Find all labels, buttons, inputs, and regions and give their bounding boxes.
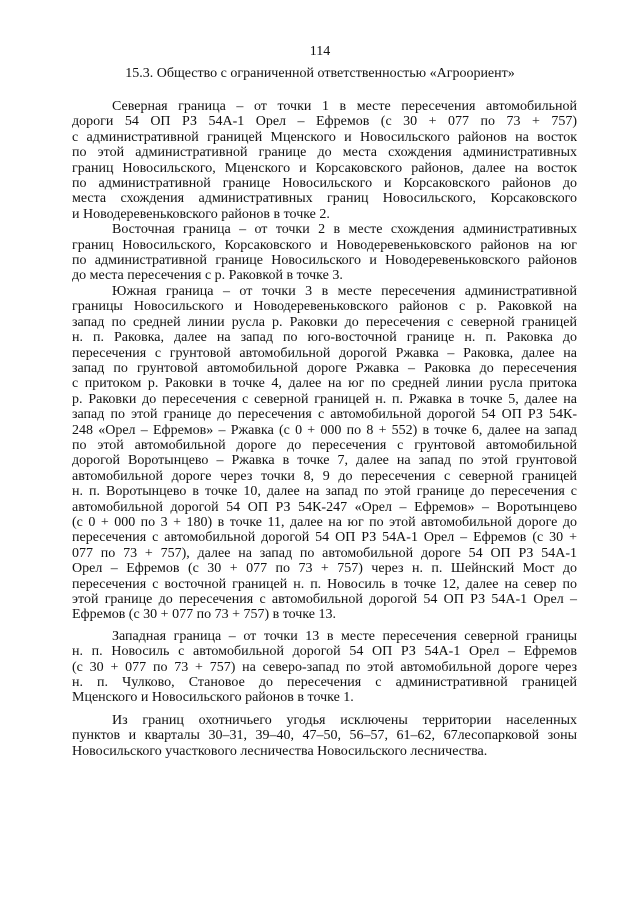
- text-line: с административной границей Мценского и Новосильского районов на восток: [72, 129, 577, 145]
- text-line: (с 0 + 000 по 3 + 180) в точке 11, далее на юг по этой автомобильной дороге до: [72, 514, 577, 530]
- text-line: по этой административной границе до места схождения административных: [72, 145, 577, 161]
- section-title: 15.3. Общество с ограниченной ответственностью «Агроориент»: [125, 66, 515, 81]
- text-line: автомобильной дороге через точки 8, 9 до пересечения с северной границей: [72, 468, 577, 484]
- paragraph-west-border: [72, 629, 577, 706]
- text-line: дороги 54 ОП РЗ 54А-1 Орел – Ефремов (с 30 + 077 по 73 + 757): [72, 114, 577, 130]
- text-line: 077 по 73 + 757), далее на запад по автомобильной дороге 54 ОП РЗ 54А-1: [72, 545, 577, 561]
- text-line: Восточная граница – от точки 2 в месте схождения административных: [112, 222, 577, 238]
- text-line: Из границ охотничьего угодья исключены территории населенных: [112, 712, 577, 728]
- text-line: границ Новосильского, Корсаковского и Новодеревеньковского районов на юг: [72, 237, 577, 253]
- text-line: н. п. Новосиль с автомобильной дорогой 54 ОП РЗ 54А-1 Орел – Ефремов: [72, 644, 577, 660]
- text-line: пересечения с восточной границей н. п. Новосиль в точке 12, далее на север по: [72, 576, 577, 592]
- text-line: Западная граница – от точки 13 в месте пересечения северной границы: [112, 628, 577, 644]
- paragraph-north-border: [72, 99, 577, 222]
- text-line: н. п. Раковка, далее на запад по юго-восточной границе н. п. Раковка до: [72, 330, 577, 346]
- text-line: места схождения административных границ Новосильского, Корсаковского: [72, 191, 577, 207]
- text-line: этой границе до пересечения с автомобильной дорогой 54 ОП РЗ 54А-1 Орел –: [72, 592, 577, 607]
- text-line: границы Новосильского и Новодеревеньковского районов с р. Раковкой на: [72, 299, 577, 315]
- text-line: пунктов и кварталы 30–31, 39–40, 47–50, 56–57, 61–62, 67лесопарковой зоны: [72, 728, 577, 744]
- text-line: (с 30 + 077 по 73 + 757) на северо-запад по этой автомобильной дороге через: [72, 659, 577, 675]
- text-line: Ефремов (с 30 + 077 по 73 + 757) в точке 13.: [72, 607, 337, 623]
- text-line: и Новодеревеньковского районов в точке 2.: [72, 206, 330, 222]
- text-line: дорогой Воротынцево – Ржавка в точке 7, далее на запад по этой грунтовой: [72, 453, 577, 469]
- text-line: по административной границе Новосильского и Корсаковского районов до: [72, 176, 577, 192]
- text-line: запад по этой границе до пересечения с автомобильной дорогой 54 ОП РЗ 54К-: [72, 407, 577, 423]
- text-line: по этой автомобильной дороге до пересечения с грунтовой автомобильной: [72, 437, 577, 453]
- text-line: Южная граница – от точки 3 в месте пересечения административной: [112, 283, 577, 299]
- text-line: 248 «Орел – Ефремов» – Ржавка (с 0 + 000 по 8 + 552) в точке 6, далее на запад: [72, 422, 577, 438]
- text-line: Северная граница – от точки 1 в месте пересечения автомобильной: [112, 99, 577, 114]
- text-line: Орел – Ефремов (с 30 + 077 по 73 + 757) через н. п. Шейнский Мост до: [72, 561, 577, 577]
- text-line: автомобильной дорогой 54 ОП РЗ 54К-247 «Орел – Ефремов» – Воротынцево: [72, 499, 577, 515]
- document-body: [72, 99, 577, 759]
- text-line: Новосильского участкового лесничества Новосильского лесничества.: [72, 743, 488, 759]
- page-number: 114: [309, 44, 331, 59]
- text-line: пересечения с грунтовой автомобильной дорогой Ржавка – Раковка, далее на: [72, 345, 577, 361]
- paragraph-east-border: [72, 222, 577, 284]
- text-line: н. п. Воротынцево в точке 10, далее на запад по этой границе до пересечения с: [72, 484, 577, 500]
- text-line: н. п. Чулково, Становое до пересечения с административной границей: [72, 675, 577, 691]
- text-line: запад по грунтовой автомобильной дороге Ржавка – Раковка до пересечения: [72, 360, 577, 376]
- paragraph-south-border: [72, 284, 577, 623]
- text-line: с притоком р. Раковки в точке 4, далее на юг по средней линии русла притока: [72, 376, 577, 392]
- text-line: пересечения с автомобильной дорогой 54 ОП РЗ 54А-1 Орел – Ефремов (с 30 +: [72, 530, 577, 546]
- text-line: по административной границе Новосильского и Новодеревеньковского районов: [72, 253, 577, 269]
- text-line: Мценского и Новосильского районов в точке 1.: [72, 690, 354, 706]
- text-line: границ Новосильского, Мценского и Корсаковского районов, далее на восток: [72, 160, 577, 176]
- text-line: р. Раковки до пересечения с северной границей н. п. Ржавка в точке 5, далее на: [72, 391, 577, 407]
- text-line: запад по средней линии русла р. Раковки до пересечения с северной границей: [72, 314, 577, 330]
- text-line: до места пересечения с р. Раковкой в точке 3.: [72, 268, 343, 284]
- paragraph-exclusions: [72, 713, 577, 759]
